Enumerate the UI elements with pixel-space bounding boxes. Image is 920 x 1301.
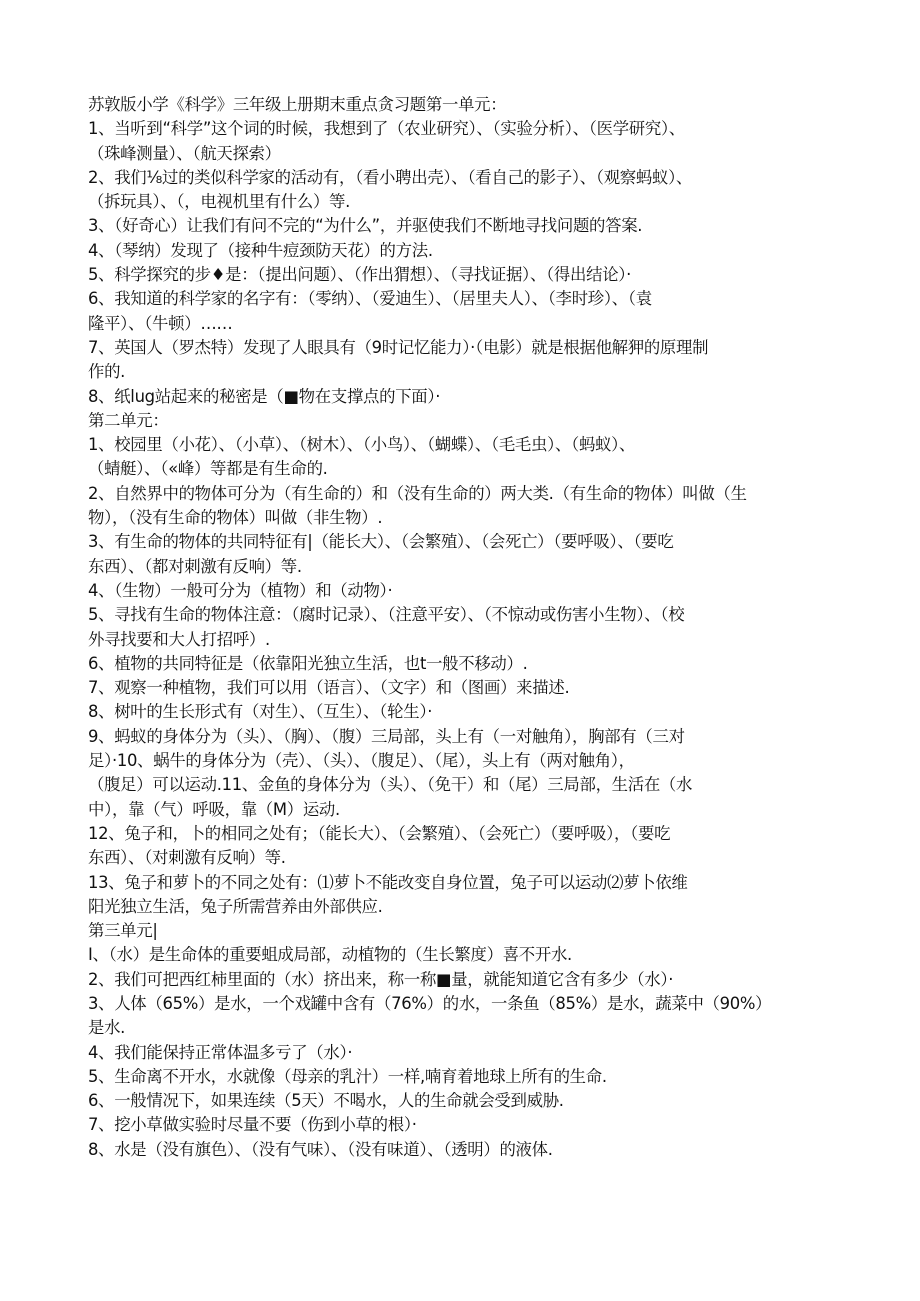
text-line: 第二单元： [88,410,169,430]
text-line: 5、生命离不开水，水就像（母亲的乳汁）一样,喃育着地球上所有的生命. [88,1066,607,1086]
text-line: 3、有生命的物体的共同特征有|（能长大）、（会繁殖）、（会死亡）（要呼吸）、（要吃 [88,532,674,552]
text-line: 2、我们可把西红柿里面的（水）挤出来，称一称■量，就能知道它含有多少（水）· [88,969,674,989]
text-line: 6、一般情况下，如果连续（5天）不喝水，人的生命就会受到威胁. [88,1091,564,1111]
text-line: 作的. [88,362,126,382]
text-line: 7、观察一种植物，我们可以用（语言）、（文字）和（图画）来描述. [88,678,570,698]
text-line: 是水. [88,1018,126,1038]
document-body [88,117,833,1162]
text-line: （拆玩具）、（，电视机里有什么）等. [88,192,351,212]
text-line: 6、我知道的科学家的名字有：（零纳）、（爱迪生）、（居里夫人）、（李时珍）、（袁 [88,289,652,309]
text-line: 4、我们能保持正常体温多亏了（水）· [88,1042,353,1062]
text-line: 3、（好奇心）让我们有问不完的“为什么”，并驱使我们不断地寻找问题的答案. [88,216,643,236]
document-title: 苏敦版小学《科学》三年级上册期末重点贪习题第一单元： [88,95,507,114]
text-line: 8、水是（没有旗色）、（没有气味）、（没有味道）、（透明）的液体. [88,1139,553,1159]
text-line: 东西）、（对刺激有反响）等. [88,848,286,868]
text-line: 隆平）、（牛顿）…… [88,313,233,333]
text-line: 7、英国人（罗杰特）发现了人眼具有（9时记忆能力）·（电影）就是根据他解狎的原理制 [88,337,709,357]
text-line: I、（水）是生命体的重要蛆成局部，动植物的（生长繁度）喜不开水. [88,945,572,965]
text-line: 3、人体（65%）是水，一个戏罐中含有（76%）的水，一条鱼（85%）是水，蔬菜中（90%） [88,993,772,1013]
text-line: 1、校园里（小花）、（小草）、（树木）、（小鸟）、（蝴蝶）、（毛毛虫）、（蚂蚁）、 [88,435,636,455]
text-line: 2、我们⅛过的类似科学家的活动有，（看小聘出壳）、（看自己的影子）、（观察蚂蚁）、 [88,167,693,187]
text-line: 12、兔子和，卜的相同之处有；（能长大）、（会繁殖）、（会死亡）（要呼吸），（要吃 [88,823,671,843]
text-line: 4、（琴纳）发现了（接种牛痘颈防天花）的方法. [88,240,433,260]
text-line: （蜻艇）、（«峰）等都是有生命的. [88,459,328,479]
text-line: 外寻找要和大人打招呼）. [88,629,270,649]
text-line: 物），（没有生命的物体）叫做（非生物）. [88,508,383,528]
text-line: 中），靠（气）呼吸，靠（M）运动. [88,799,340,819]
text-line: 5、科学探究的步♦是：（提出问题）、（作出猬想）、（寻找证据）、（得出结论）· [88,265,632,285]
text-line: 7、挖小草做实验时尽量不要（伤到小草的根）· [88,1115,417,1135]
text-line: 9、蚂蚁的身体分为（头）、（胸）、（腹）三局部，头上有（一对触角），胸部有（三对 [88,726,685,746]
text-line: 2、自然界中的物体可分为（有生命的）和（没有生命的）两大类.（有生命的物体）叫做（生 [88,483,747,503]
document-page [88,93,833,1162]
text-line: 8、纸lug站起来的秘密是（■物在支撑点的下面）· [88,386,441,406]
text-line: 5、寻找有生命的物体注意：（腐时记录）、（注意平安）、（不惊动或伤害小生物）、（校 [88,605,685,625]
text-line: （腹足）可以运动.11、金鱼的身体分为（头）、（免干）和（尾）三局部，生活在（水 [88,775,693,795]
text-line: 阳光独立生活，兔子所需营养由外部供应. [88,896,383,916]
text-line: （珠峰测量）、（航天探索） [88,143,281,163]
text-line: 6、植物的共同特征是（依靠阳光独立生活，也t一般不移动）. [88,653,528,673]
text-line: 东西）、（都对刺激有反响）等. [88,556,302,576]
text-line: 1、当听到“科学”这个词的时候，我想到了（农业研究）、（实验分析）、（医学研究）、 [88,119,685,139]
text-line: 8、树叶的生长形式有（对生）、（互生）、（轮生）· [88,702,433,722]
text-line: 13、兔子和萝卜的不同之处有：⑴萝卜不能改变自身位置，兔子可以运动⑵萝卜依维 [88,872,688,892]
text-line: 4、（生物）一般可分为（植物）和（动物）· [88,580,393,600]
text-line: 第三单元| [88,921,158,941]
text-line: 足）·10、蜗牛的身体分为（壳）、（头）、（腹足）、（尾），头上有（两对触角）， [88,751,635,771]
